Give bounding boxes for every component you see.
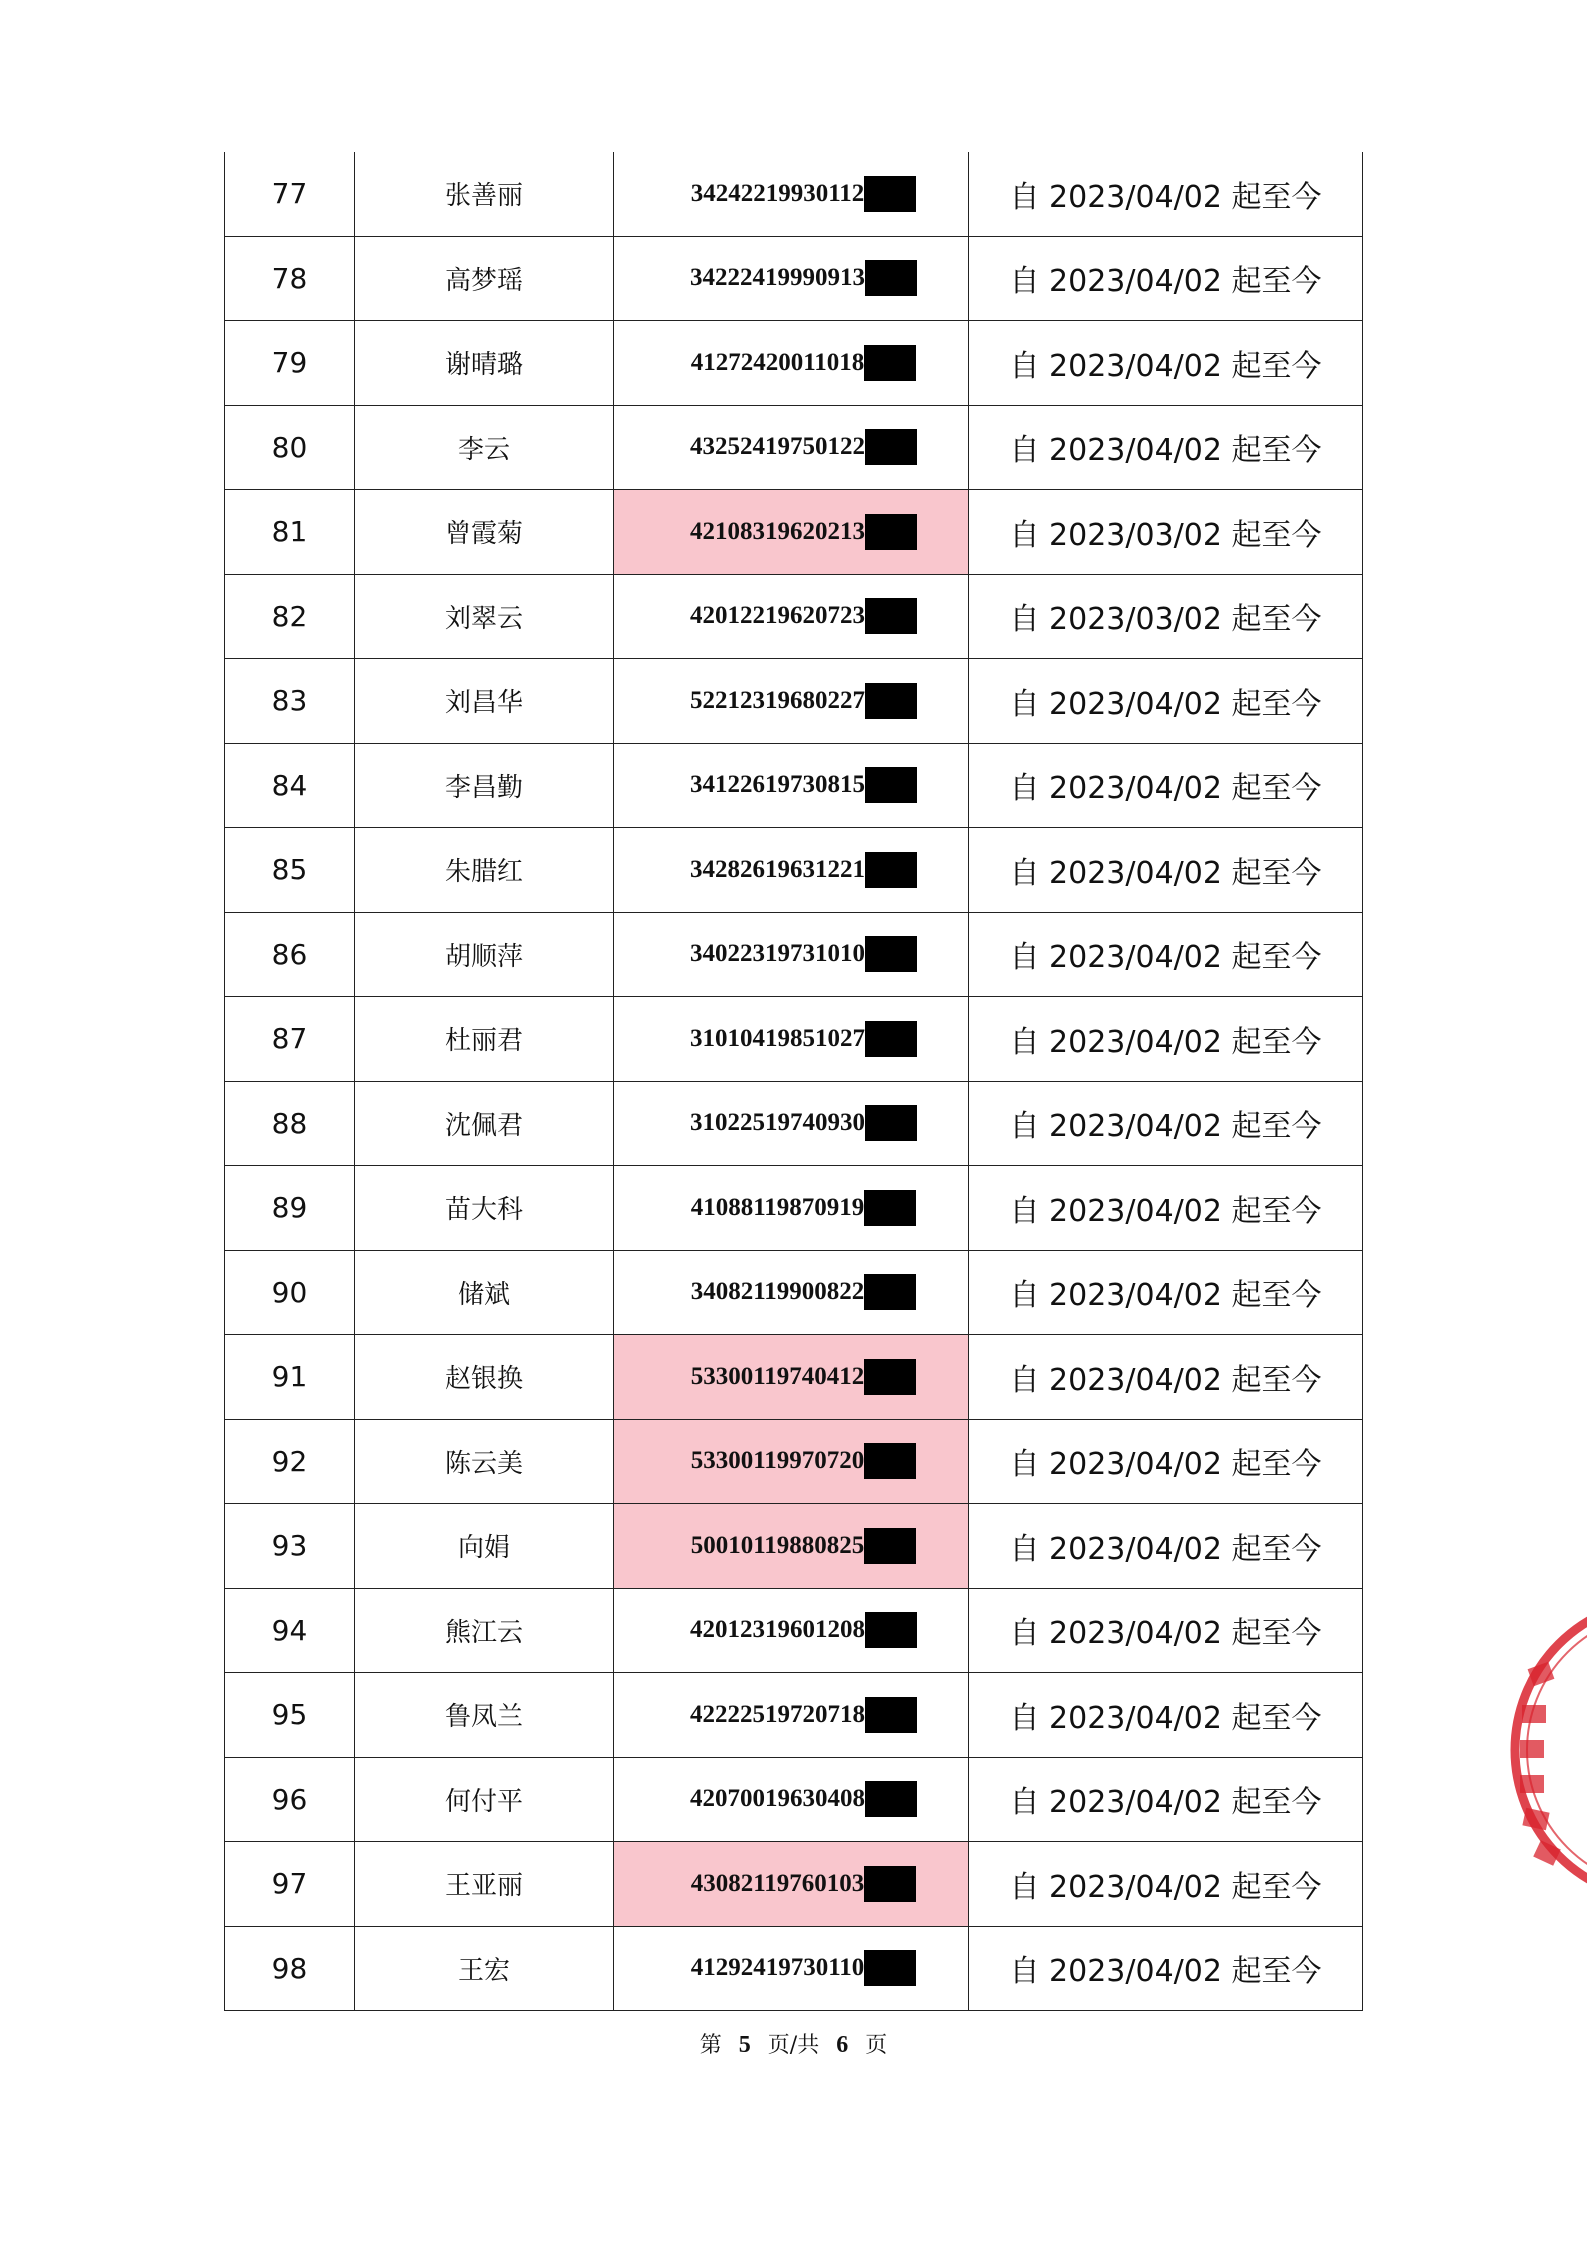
id-number-text: 34242219930112	[690, 179, 865, 207]
id-number-wrapper	[690, 514, 917, 550]
cell-number: 81	[225, 490, 355, 575]
redaction-block	[865, 936, 917, 972]
id-number-text: 43082119760103	[690, 1869, 865, 1897]
cell-id-number	[614, 405, 969, 490]
cell-date-range: 自 2023/04/02 起至今	[969, 321, 1363, 406]
redaction-block	[864, 1443, 916, 1479]
id-number-text: 41292419730110	[690, 1954, 865, 1982]
cell-name: 熊江云	[355, 1588, 614, 1673]
id-number-wrapper	[690, 1781, 917, 1817]
redaction-block	[864, 1528, 916, 1564]
id-number-text: 53300119970720	[690, 1447, 865, 1475]
redaction-block	[864, 1359, 916, 1395]
id-number-wrapper	[691, 1528, 917, 1564]
cell-number: 79	[225, 321, 355, 406]
cell-id-number	[614, 1081, 969, 1166]
footer-prefix: 第	[699, 2033, 722, 2058]
cell-date-range: 自 2023/04/02 起至今	[969, 1166, 1363, 1251]
table-row	[225, 1504, 1363, 1589]
redaction-block	[865, 767, 917, 803]
redaction-block	[865, 852, 917, 888]
id-number-text: 34082119900822	[690, 1278, 865, 1306]
redaction-block	[864, 176, 916, 212]
cell-id-number	[614, 1673, 969, 1758]
cell-number: 96	[225, 1757, 355, 1842]
redaction-block	[865, 429, 917, 465]
id-number-wrapper	[690, 598, 917, 634]
table-row	[225, 490, 1363, 575]
cell-date-range: 自 2023/04/02 起至今	[969, 1588, 1363, 1673]
cell-date-range: 自 2023/04/02 起至今	[969, 1926, 1363, 2011]
cell-id-number	[614, 828, 969, 913]
cell-number: 78	[225, 236, 355, 321]
cell-date-range: 自 2023/04/02 起至今	[969, 659, 1363, 744]
id-number-text: 42070019630408	[690, 1785, 865, 1813]
cell-name: 赵银换	[355, 1335, 614, 1420]
table-row	[225, 1757, 1363, 1842]
id-number-wrapper	[690, 767, 917, 803]
cell-date-range: 自 2023/04/02 起至今	[969, 1250, 1363, 1335]
cell-name: 储斌	[355, 1250, 614, 1335]
roster-body	[225, 152, 1363, 2011]
table-row	[225, 1419, 1363, 1504]
id-number-wrapper	[690, 683, 917, 719]
id-number-wrapper	[691, 1359, 917, 1395]
redaction-block	[864, 1274, 916, 1310]
cell-date-range: 自 2023/04/02 起至今	[969, 1842, 1363, 1927]
cell-number: 80	[225, 405, 355, 490]
cell-id-number	[614, 236, 969, 321]
cell-date-range: 自 2023/04/02 起至今	[969, 997, 1363, 1082]
cell-name: 朱腊红	[355, 828, 614, 913]
cell-number: 85	[225, 828, 355, 913]
footer-total-pages: 6	[836, 2032, 849, 2058]
roster-table	[224, 152, 1363, 2011]
official-seal-stamp	[1490, 1570, 1587, 1930]
cell-date-range: 自 2023/04/02 起至今	[969, 1504, 1363, 1589]
cell-name: 高梦瑶	[355, 236, 614, 321]
cell-id-number	[614, 1166, 969, 1251]
redaction-block	[865, 598, 917, 634]
redaction-block	[865, 260, 917, 296]
table-row	[225, 1673, 1363, 1758]
cell-id-number	[614, 912, 969, 997]
table-row	[225, 1250, 1363, 1335]
cell-name: 苗大科	[355, 1166, 614, 1251]
id-number-wrapper	[690, 936, 917, 972]
cell-date-range: 自 2023/04/02 起至今	[969, 236, 1363, 321]
cell-date-range: 自 2023/04/02 起至今	[969, 152, 1363, 236]
cell-id-number	[614, 1419, 969, 1504]
id-number-wrapper	[690, 852, 917, 888]
cell-name: 陈云美	[355, 1419, 614, 1504]
cell-number: 84	[225, 743, 355, 828]
cell-number: 91	[225, 1335, 355, 1420]
cell-name: 李云	[355, 405, 614, 490]
cell-number: 87	[225, 997, 355, 1082]
footer-middle: 页/共	[767, 2033, 820, 2058]
cell-id-number	[614, 321, 969, 406]
table-row	[225, 743, 1363, 828]
id-number-text: 34222419990913	[690, 264, 865, 292]
cell-date-range: 自 2023/04/02 起至今	[969, 1757, 1363, 1842]
cell-name: 谢晴璐	[355, 321, 614, 406]
cell-name: 刘昌华	[355, 659, 614, 744]
id-number-text: 31022519740930	[690, 1109, 865, 1137]
table-row	[225, 997, 1363, 1082]
id-number-wrapper	[691, 1274, 917, 1310]
id-number-text: 31010419851027	[690, 1024, 865, 1052]
redaction-block	[865, 1105, 917, 1141]
cell-name: 王亚丽	[355, 1842, 614, 1927]
redaction-block	[864, 345, 916, 381]
id-number-text: 34022319731010	[690, 940, 865, 968]
id-number-text: 34282619631221	[690, 855, 865, 883]
table-row	[225, 1842, 1363, 1927]
cell-number: 83	[225, 659, 355, 744]
id-number-text: 42012219620723	[690, 602, 865, 630]
cell-id-number	[614, 1588, 969, 1673]
cell-number: 90	[225, 1250, 355, 1335]
cell-number: 95	[225, 1673, 355, 1758]
id-number-wrapper	[691, 1950, 917, 1986]
cell-date-range: 自 2023/04/02 起至今	[969, 1335, 1363, 1420]
cell-id-number	[614, 490, 969, 575]
cell-date-range: 自 2023/04/02 起至今	[969, 743, 1363, 828]
id-number-text: 34122619730815	[690, 771, 865, 799]
page-footer	[0, 2028, 1587, 2059]
cell-name: 曾霞菊	[355, 490, 614, 575]
cell-name: 杜丽君	[355, 997, 614, 1082]
cell-date-range: 自 2023/04/02 起至今	[969, 828, 1363, 913]
cell-id-number	[614, 743, 969, 828]
id-number-wrapper	[690, 1697, 917, 1733]
id-number-text: 42222519720718	[690, 1700, 865, 1728]
id-number-wrapper	[690, 1105, 917, 1141]
redaction-block	[865, 683, 917, 719]
footer-suffix: 页	[865, 2033, 888, 2058]
redaction-block	[865, 514, 917, 550]
cell-date-range: 自 2023/04/02 起至今	[969, 912, 1363, 997]
cell-name: 张善丽	[355, 152, 614, 236]
cell-id-number	[614, 659, 969, 744]
id-number-wrapper	[690, 1021, 917, 1057]
footer-page-number: 5	[738, 2032, 751, 2058]
cell-id-number	[614, 1757, 969, 1842]
cell-date-range: 自 2023/04/02 起至今	[969, 1419, 1363, 1504]
cell-id-number	[614, 997, 969, 1082]
cell-id-number	[614, 1504, 969, 1589]
cell-name: 沈佩君	[355, 1081, 614, 1166]
id-number-text: 42108319620213	[690, 517, 865, 545]
id-number-wrapper	[691, 176, 917, 212]
table-row	[225, 321, 1363, 406]
cell-number: 97	[225, 1842, 355, 1927]
redaction-block	[865, 1021, 917, 1057]
cell-id-number	[614, 1335, 969, 1420]
table-row	[225, 405, 1363, 490]
id-number-text: 41272420011018	[690, 348, 865, 376]
table-row	[225, 659, 1363, 744]
cell-name: 何付平	[355, 1757, 614, 1842]
redaction-block	[864, 1190, 916, 1226]
table-row	[225, 1335, 1363, 1420]
cell-id-number	[614, 574, 969, 659]
id-number-wrapper	[691, 1190, 917, 1226]
table-row	[225, 1081, 1363, 1166]
cell-date-range: 自 2023/04/02 起至今	[969, 1673, 1363, 1758]
cell-name: 向娟	[355, 1504, 614, 1589]
cell-number: 94	[225, 1588, 355, 1673]
redaction-block	[864, 1950, 916, 1986]
table-row	[225, 1166, 1363, 1251]
redaction-block	[865, 1697, 917, 1733]
id-number-wrapper	[690, 260, 917, 296]
id-number-text: 43252419750122	[690, 433, 865, 461]
cell-number: 98	[225, 1926, 355, 2011]
id-number-text: 42012319601208	[690, 1616, 865, 1644]
cell-number: 92	[225, 1419, 355, 1504]
id-number-wrapper	[690, 1612, 917, 1648]
cell-number: 88	[225, 1081, 355, 1166]
cell-date-range: 自 2023/03/02 起至今	[969, 490, 1363, 575]
redaction-block	[865, 1781, 917, 1817]
cell-number: 93	[225, 1504, 355, 1589]
cell-name: 鲁凤兰	[355, 1673, 614, 1758]
id-number-wrapper	[691, 1866, 917, 1902]
cell-name: 刘翠云	[355, 574, 614, 659]
cell-name: 李昌勤	[355, 743, 614, 828]
table-row	[225, 912, 1363, 997]
id-number-wrapper	[691, 1443, 917, 1479]
cell-number: 77	[225, 152, 355, 236]
id-number-wrapper	[690, 429, 917, 465]
cell-id-number	[614, 1842, 969, 1927]
table-row	[225, 236, 1363, 321]
cell-id-number	[614, 1250, 969, 1335]
cell-name: 王宏	[355, 1926, 614, 2011]
cell-date-range: 自 2023/03/02 起至今	[969, 574, 1363, 659]
id-number-text: 41088119870919	[690, 1193, 865, 1221]
id-number-text: 52212319680227	[690, 686, 865, 714]
table-row	[225, 828, 1363, 913]
id-number-text: 53300119740412	[690, 1362, 865, 1390]
table-row	[225, 1588, 1363, 1673]
cell-number: 86	[225, 912, 355, 997]
cell-id-number	[614, 1926, 969, 2011]
cell-name: 胡顺萍	[355, 912, 614, 997]
cell-number: 82	[225, 574, 355, 659]
redaction-block	[864, 1866, 916, 1902]
cell-id-number	[614, 152, 969, 236]
cell-date-range: 自 2023/04/02 起至今	[969, 1081, 1363, 1166]
redaction-block	[865, 1612, 917, 1648]
table-row	[225, 152, 1363, 236]
id-number-wrapper	[691, 345, 917, 381]
id-number-text: 50010119880825	[690, 1531, 865, 1559]
table-row	[225, 1926, 1363, 2011]
cell-date-range: 自 2023/04/02 起至今	[969, 405, 1363, 490]
cell-number: 89	[225, 1166, 355, 1251]
table-row	[225, 574, 1363, 659]
